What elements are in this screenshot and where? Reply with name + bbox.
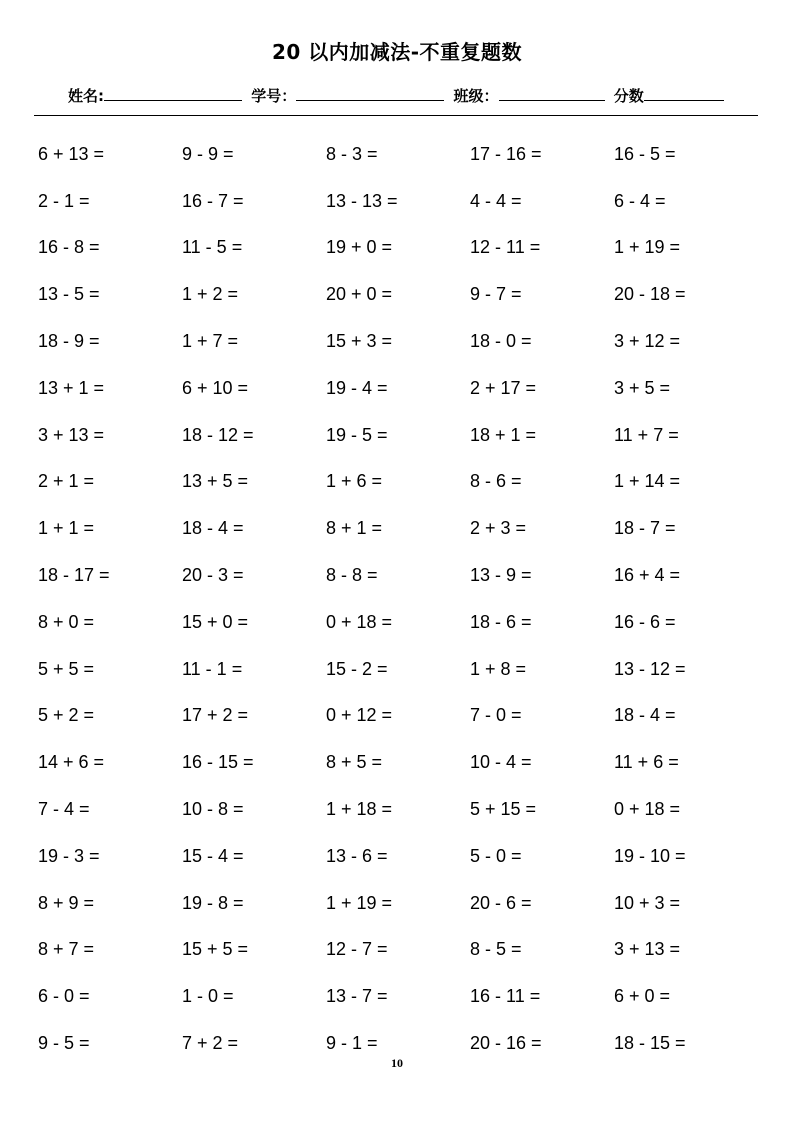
name-field[interactable] bbox=[104, 84, 242, 101]
class-label: 班级： bbox=[453, 87, 499, 105]
math-problem: 8 - 6 = bbox=[470, 471, 522, 492]
problem-row bbox=[38, 693, 758, 740]
math-problem: 18 - 9 = bbox=[38, 331, 100, 352]
math-problem: 15 + 5 = bbox=[182, 939, 249, 960]
math-problem: 1 + 18 = bbox=[326, 799, 393, 820]
page-title: 20 以内加减法-不重复题数 bbox=[271, 40, 523, 64]
math-problem: 9 - 9 = bbox=[182, 143, 234, 164]
math-problem: 16 - 6 = bbox=[614, 611, 676, 632]
problem-row bbox=[38, 225, 758, 272]
math-problem: 6 - 4 = bbox=[614, 190, 666, 211]
math-problem: 12 - 7 = bbox=[326, 939, 388, 960]
problem-row bbox=[38, 365, 758, 412]
math-problem: 3 + 5 = bbox=[614, 377, 671, 398]
page-number: 10 bbox=[391, 1056, 403, 1070]
math-problem: 0 + 18 = bbox=[326, 611, 393, 632]
problem-row bbox=[38, 927, 758, 974]
math-problem: 0 + 12 = bbox=[326, 705, 393, 726]
math-problem: 1 + 2 = bbox=[182, 284, 239, 305]
math-problem: 20 - 16 = bbox=[470, 1033, 542, 1054]
problem-row bbox=[38, 552, 758, 599]
problem-grid bbox=[38, 131, 758, 1067]
math-problem: 8 - 8 = bbox=[326, 565, 378, 586]
math-problem: 18 + 1 = bbox=[470, 424, 537, 445]
math-problem: 9 - 7 = bbox=[470, 284, 522, 305]
problem-row bbox=[38, 178, 758, 225]
math-problem: 7 - 0 = bbox=[470, 705, 522, 726]
problem-row bbox=[38, 599, 758, 646]
math-problem: 15 - 2 = bbox=[326, 658, 388, 679]
problem-row bbox=[38, 318, 758, 365]
math-problem: 16 - 15 = bbox=[182, 752, 254, 773]
math-problem: 3 + 13 = bbox=[38, 424, 105, 445]
student-info-line bbox=[68, 84, 748, 106]
math-problem: 2 + 3 = bbox=[470, 518, 527, 539]
math-problem: 11 - 5 = bbox=[182, 237, 243, 258]
math-problem: 17 + 2 = bbox=[182, 705, 249, 726]
math-problem: 2 + 17 = bbox=[470, 377, 537, 398]
math-problem: 13 - 12 = bbox=[614, 658, 686, 679]
math-problem: 13 - 9 = bbox=[470, 565, 532, 586]
math-problem: 11 - 1 = bbox=[182, 658, 243, 679]
math-problem: 8 - 5 = bbox=[470, 939, 522, 960]
math-problem: 6 + 13 = bbox=[38, 143, 105, 164]
math-problem: 3 + 13 = bbox=[614, 939, 681, 960]
math-problem: 7 + 2 = bbox=[182, 1033, 239, 1054]
math-problem: 14 + 6 = bbox=[38, 752, 105, 773]
math-problem: 16 - 5 = bbox=[614, 143, 676, 164]
math-problem: 5 - 0 = bbox=[470, 845, 522, 866]
math-problem: 10 - 8 = bbox=[182, 799, 244, 820]
problem-row bbox=[38, 646, 758, 693]
math-problem: 5 + 5 = bbox=[38, 658, 95, 679]
math-problem: 20 - 18 = bbox=[614, 284, 686, 305]
math-problem: 13 - 7 = bbox=[326, 986, 388, 1007]
problem-row bbox=[38, 505, 758, 552]
math-problem: 16 + 4 = bbox=[614, 565, 681, 586]
math-problem: 6 + 10 = bbox=[182, 377, 249, 398]
math-problem: 13 + 5 = bbox=[182, 471, 249, 492]
math-problem: 8 - 3 = bbox=[326, 143, 378, 164]
math-problem: 1 + 19 = bbox=[326, 892, 393, 913]
score-label: 分数 bbox=[613, 87, 644, 105]
math-problem: 8 + 0 = bbox=[38, 611, 95, 632]
math-problem: 18 - 12 = bbox=[182, 424, 254, 445]
math-problem: 1 + 14 = bbox=[614, 471, 681, 492]
math-problem: 18 - 7 = bbox=[614, 518, 676, 539]
problem-row bbox=[38, 271, 758, 318]
math-problem: 9 - 5 = bbox=[38, 1033, 90, 1054]
class-field[interactable] bbox=[499, 84, 605, 101]
math-problem: 18 - 4 = bbox=[182, 518, 244, 539]
math-problem: 13 - 6 = bbox=[326, 845, 388, 866]
math-problem: 17 - 16 = bbox=[470, 143, 542, 164]
math-problem: 18 - 4 = bbox=[614, 705, 676, 726]
math-problem: 1 + 6 = bbox=[326, 471, 383, 492]
math-problem: 18 - 17 = bbox=[38, 565, 110, 586]
math-problem: 19 - 8 = bbox=[182, 892, 244, 913]
math-problem: 7 - 4 = bbox=[38, 799, 90, 820]
student-no-field[interactable] bbox=[296, 84, 444, 101]
math-problem: 2 + 1 = bbox=[38, 471, 95, 492]
math-problem: 8 + 7 = bbox=[38, 939, 95, 960]
math-problem: 15 + 0 = bbox=[182, 611, 249, 632]
math-problem: 11 + 6 = bbox=[614, 752, 679, 773]
math-problem: 1 - 0 = bbox=[182, 986, 234, 1007]
math-problem: 1 + 1 = bbox=[38, 518, 95, 539]
math-problem: 18 - 6 = bbox=[470, 611, 532, 632]
math-problem: 15 + 3 = bbox=[326, 331, 393, 352]
problem-row bbox=[38, 786, 758, 833]
math-problem: 5 + 15 = bbox=[470, 799, 537, 820]
math-problem: 1 + 8 = bbox=[470, 658, 527, 679]
math-problem: 19 + 0 = bbox=[326, 237, 393, 258]
problem-row bbox=[38, 739, 758, 786]
math-problem: 2 - 1 = bbox=[38, 190, 90, 211]
problem-row bbox=[38, 459, 758, 506]
math-problem: 1 + 7 = bbox=[182, 331, 239, 352]
math-problem: 8 + 5 = bbox=[326, 752, 383, 773]
math-problem: 19 - 10 = bbox=[614, 845, 686, 866]
math-problem: 1 + 19 = bbox=[614, 237, 681, 258]
problem-row bbox=[38, 973, 758, 1020]
math-problem: 5 + 2 = bbox=[38, 705, 95, 726]
math-problem: 16 - 7 = bbox=[182, 190, 244, 211]
math-problem: 20 - 6 = bbox=[470, 892, 532, 913]
math-problem: 15 - 4 = bbox=[182, 845, 244, 866]
problem-row bbox=[38, 880, 758, 927]
name-label: 姓名: bbox=[68, 87, 104, 105]
math-problem: 20 - 3 = bbox=[182, 565, 244, 586]
math-problem: 4 - 4 = bbox=[470, 190, 522, 211]
math-problem: 19 - 3 = bbox=[38, 845, 100, 866]
math-problem: 10 + 3 = bbox=[614, 892, 681, 913]
problem-row bbox=[38, 131, 758, 178]
math-problem: 13 - 5 = bbox=[38, 284, 100, 305]
score-field[interactable] bbox=[644, 84, 724, 101]
math-problem: 0 + 18 = bbox=[614, 799, 681, 820]
problem-row bbox=[38, 833, 758, 880]
math-problem: 16 - 8 = bbox=[38, 237, 100, 258]
math-problem: 6 - 0 = bbox=[38, 986, 90, 1007]
math-problem: 9 - 1 = bbox=[326, 1033, 378, 1054]
math-problem: 8 + 9 = bbox=[38, 892, 95, 913]
math-problem: 13 - 13 = bbox=[326, 190, 398, 211]
student-no-label: 学号： bbox=[251, 87, 297, 105]
math-problem: 16 - 11 = bbox=[470, 986, 541, 1007]
math-problem: 20 + 0 = bbox=[326, 284, 393, 305]
math-problem: 10 - 4 = bbox=[470, 752, 532, 773]
math-problem: 3 + 12 = bbox=[614, 331, 681, 352]
problem-row bbox=[38, 412, 758, 459]
math-problem: 12 - 11 = bbox=[470, 237, 541, 258]
math-problem: 13 + 1 = bbox=[38, 377, 105, 398]
math-problem: 6 + 0 = bbox=[614, 986, 671, 1007]
math-problem: 18 - 15 = bbox=[614, 1033, 686, 1054]
math-problem: 19 - 5 = bbox=[326, 424, 388, 445]
math-problem: 8 + 1 = bbox=[326, 518, 383, 539]
math-problem: 11 + 7 = bbox=[614, 424, 679, 445]
math-problem: 19 - 4 = bbox=[326, 377, 388, 398]
math-problem: 18 - 0 = bbox=[470, 331, 532, 352]
header-divider bbox=[34, 115, 758, 116]
